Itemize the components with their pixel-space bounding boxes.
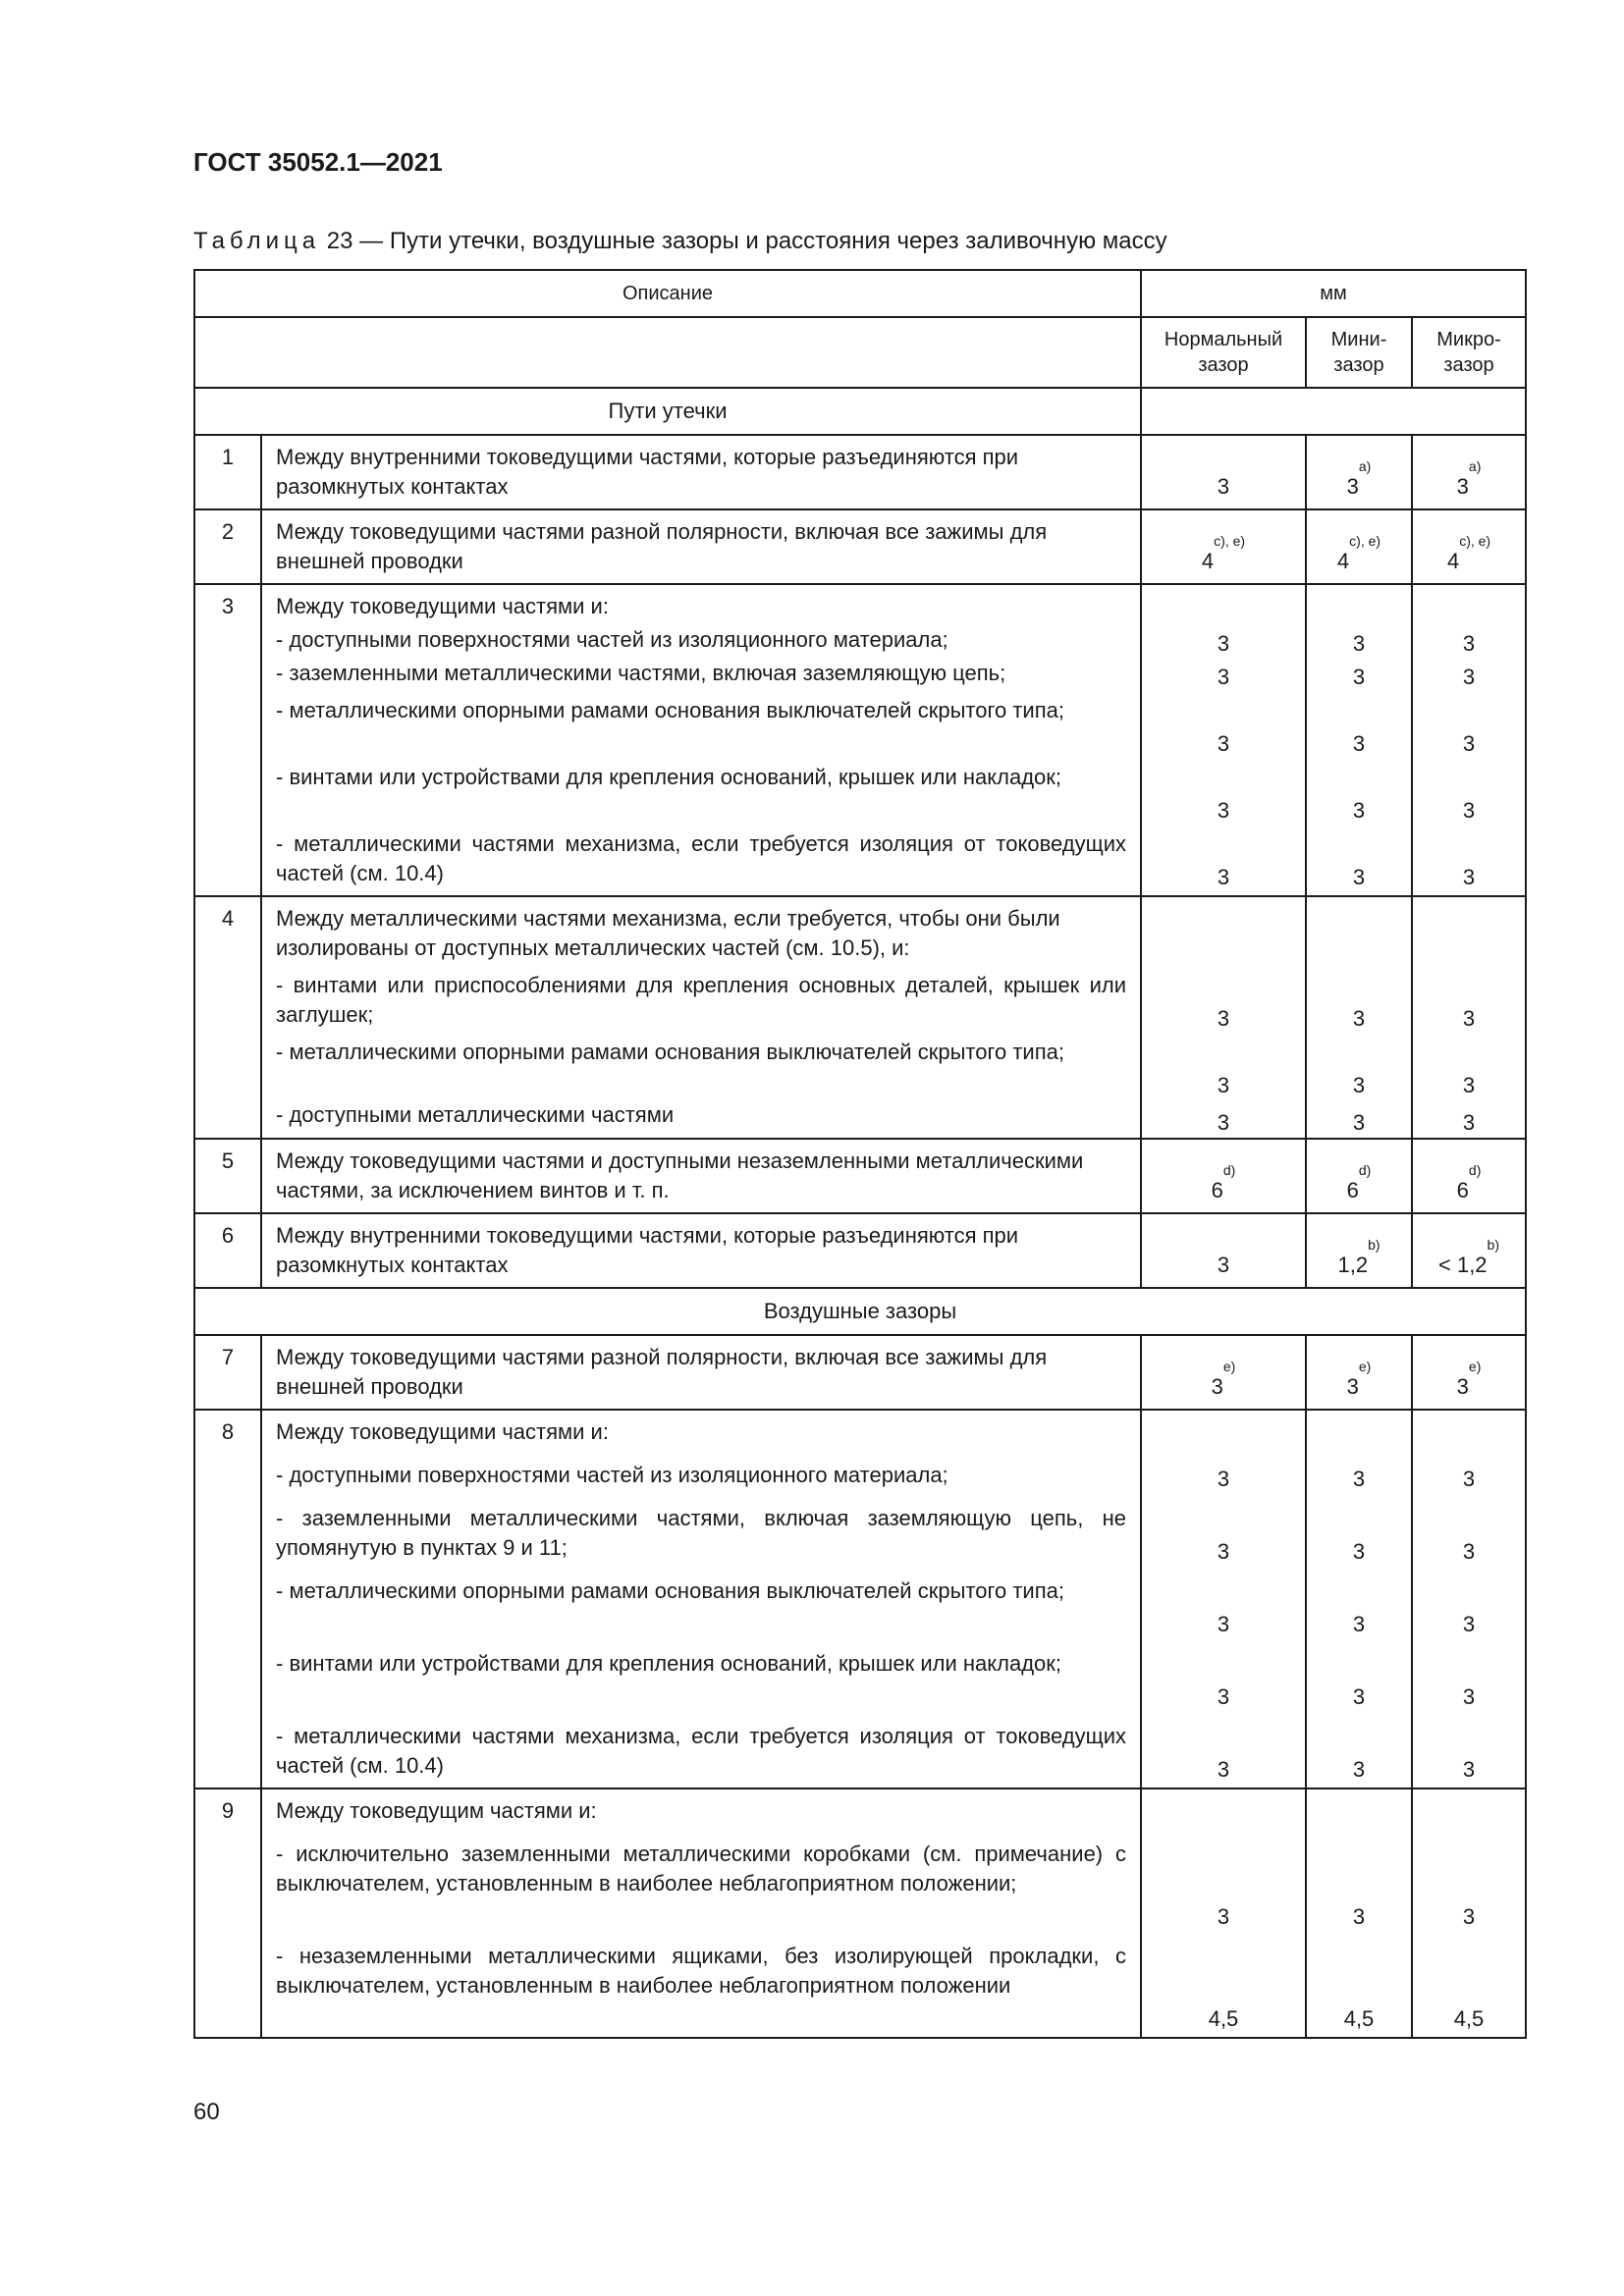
row-number: 1 xyxy=(194,435,261,509)
value-mini: 1,2$^{b)}$ xyxy=(1306,1213,1412,1288)
value-normal: 3 xyxy=(1217,1904,1230,1929)
value-normal: 6$^{d)}$ xyxy=(1141,1139,1306,1213)
value-normal: 3 xyxy=(1217,731,1230,756)
value-mini: 3 xyxy=(1352,1757,1366,1782)
value-micro-group xyxy=(1412,1789,1526,2038)
header-normal-gap: Нормальный зазор xyxy=(1141,317,1306,388)
row-number: 8 xyxy=(194,1410,261,1789)
value-mini: 3$^{a)}$ xyxy=(1306,435,1412,509)
value-micro-group xyxy=(1412,896,1526,1139)
value-micro: 3 xyxy=(1462,1110,1476,1135)
value-normal: 3 xyxy=(1217,1110,1230,1135)
value-normal: 3 xyxy=(1217,1684,1230,1709)
value-normal: 3 xyxy=(1217,631,1230,656)
list-item: - металлическими опорными рамами основания выключателей скрытого типа; xyxy=(276,698,1064,722)
list-item: - винтами или устройствами для крепления оснований, крышек или накладок; xyxy=(276,1651,1062,1676)
row-description: Между токоведущими частями и доступными незаземленными металлическими частями, за исключением винтов и т. п. xyxy=(261,1139,1141,1213)
value-normal-group xyxy=(1141,1789,1306,2038)
value-normal-group xyxy=(1141,896,1306,1139)
value-normal: $4^{c), e)}$ xyxy=(1141,509,1306,584)
table-row-group xyxy=(194,896,1526,1139)
value-micro: 3$^{a)}$ xyxy=(1412,435,1526,509)
value-normal-group xyxy=(1141,584,1306,896)
value-micro: 3 xyxy=(1462,865,1476,889)
value-micro-group xyxy=(1412,584,1526,896)
value-micro: 3 xyxy=(1462,1612,1476,1636)
list-item: - винтами или устройствами для крепления оснований, крышек или накладок; xyxy=(276,765,1062,789)
value-mini: 3 xyxy=(1352,1539,1366,1564)
value-mini: 3 xyxy=(1352,1904,1366,1929)
value-normal: 3 xyxy=(1217,1006,1230,1031)
caption-text: 23 — Пути утечки, воздушные зазоры и расстояния через заливочную массу xyxy=(326,228,1167,254)
row-number: 6 xyxy=(194,1213,261,1288)
value-micro: 3 xyxy=(1462,1073,1476,1097)
value-normal: 3 xyxy=(1141,435,1306,509)
value-micro: $4^{c), e)}$ xyxy=(1412,509,1526,584)
value-mini: 3 xyxy=(1352,1006,1366,1031)
table-caption xyxy=(193,228,1167,255)
list-item: - металлическими опорными рамами основания выключателей скрытого типа; xyxy=(276,1040,1064,1064)
row-number: 2 xyxy=(194,509,261,584)
row-description: Между токоведущими частями разной полярности, включая все зажимы для внешней проводки xyxy=(261,1335,1141,1410)
list-item: - доступными поверхностями частей из изоляционного материала; xyxy=(276,627,948,652)
value-mini: 3 xyxy=(1352,1684,1366,1709)
list-item: - металлическими частями механизма, если требуется изоляция от токоведущих частей (см. 10.4) xyxy=(276,1724,1126,1778)
table-row xyxy=(194,1213,1526,1288)
value-mini-group xyxy=(1306,1789,1412,2038)
value-normal-group xyxy=(1141,1410,1306,1789)
group-heading: Между токоведущими частями и: xyxy=(276,594,609,618)
value-micro: 3 xyxy=(1462,1006,1476,1031)
row-description: Между внутренними токоведущими частями, которые разъединяются при разомкнутых контактах xyxy=(261,1213,1141,1288)
value-micro: 3 xyxy=(1462,1904,1476,1929)
list-item: - незаземленными металлическими ящиками, без изолирующей прокладки, с выключателем, установленным в наиболее неблагоприятном положении xyxy=(276,1944,1126,1998)
value-normal: 3$^{e)}$ xyxy=(1141,1335,1306,1410)
list-item: - заземленными металлическими частями, включая заземляющую цепь; xyxy=(276,661,1006,685)
page-number: 60 xyxy=(193,2099,220,2125)
value-mini: 3 xyxy=(1352,631,1366,656)
table-row xyxy=(194,509,1526,584)
value-mini-group xyxy=(1306,1410,1412,1789)
value-normal: 3 xyxy=(1217,1757,1230,1782)
table-row xyxy=(194,435,1526,509)
value-mini: 3 xyxy=(1352,1612,1366,1636)
value-mini-group xyxy=(1306,896,1412,1139)
list-item: - металлическими частями механизма, если требуется изоляция от токоведущих частей (см. 10.4) xyxy=(276,831,1126,885)
row-description xyxy=(261,584,1141,896)
table-row-group xyxy=(194,1789,1526,2038)
list-item: - доступными поверхностями частей из изоляционного материала; xyxy=(276,1463,948,1487)
value-normal: 3 xyxy=(1217,1612,1230,1636)
value-micro: 3 xyxy=(1462,798,1476,823)
value-normal: 3 xyxy=(1141,1213,1306,1288)
list-item: - исключительно заземленными металлическими коробками (см. примечание) с выключателем, установленным в наиболее неблагоприятном положении; xyxy=(276,1842,1126,1896)
value-micro: 3 xyxy=(1462,1757,1476,1782)
value-mini: 3 xyxy=(1352,731,1366,756)
value-micro: 3 xyxy=(1462,731,1476,756)
value-normal: 3 xyxy=(1217,665,1230,689)
group-heading: Между металлическими частями механизма, если требуется, чтобы они были изолированы от доступных металлических частей (см. 10.5), и: xyxy=(276,906,1060,960)
section-creepage-blank xyxy=(1141,388,1526,435)
value-micro: 3 xyxy=(1462,631,1476,656)
header-mini-gap: Мини- зазор xyxy=(1306,317,1412,388)
value-normal: 3 xyxy=(1217,1467,1230,1491)
section-clearance: Воздушные зазоры xyxy=(194,1288,1526,1335)
row-number: 4 xyxy=(194,896,261,1139)
value-mini: 4,5 xyxy=(1343,2006,1375,2031)
value-micro: 3 xyxy=(1462,1467,1476,1491)
value-mini: 3 xyxy=(1352,865,1366,889)
value-normal: 4,5 xyxy=(1208,2006,1239,2031)
value-mini: 3 xyxy=(1352,1110,1366,1135)
value-mini-group xyxy=(1306,584,1412,896)
list-item: - заземленными металлическими частями, включая заземляющую цепь, не упомянутую в пунктах 9 и 11; xyxy=(276,1506,1126,1560)
value-micro: 3 xyxy=(1462,665,1476,689)
value-micro: 3 xyxy=(1462,1684,1476,1709)
row-description xyxy=(261,1410,1141,1789)
row-number: 5 xyxy=(194,1139,261,1213)
list-item: - винтами или приспособлениями для крепления основных деталей, крышек или заглушек; xyxy=(276,973,1126,1027)
row-number: 3 xyxy=(194,584,261,896)
value-normal: 3 xyxy=(1217,798,1230,823)
value-normal: 3 xyxy=(1217,865,1230,889)
list-item: - металлическими опорными рамами основания выключателей скрытого типа; xyxy=(276,1578,1064,1603)
value-mini: $4^{c), e)}$ xyxy=(1306,509,1412,584)
row-description xyxy=(261,896,1141,1139)
value-normal: 3 xyxy=(1217,1539,1230,1564)
row-description xyxy=(261,1789,1141,2038)
table-row-group xyxy=(194,584,1526,896)
value-micro: 3 xyxy=(1462,1539,1476,1564)
table-row-group xyxy=(194,1410,1526,1789)
value-mini: 3 xyxy=(1352,665,1366,689)
value-mini: 3 xyxy=(1352,798,1366,823)
value-normal: 3 xyxy=(1217,1073,1230,1097)
value-micro: < $1,2^{b)}$ xyxy=(1412,1213,1526,1288)
creepage-clearance-table xyxy=(193,269,1527,2039)
table-row xyxy=(194,1139,1526,1213)
group-heading: Между токоведущими частями и: xyxy=(276,1419,609,1444)
value-micro-group xyxy=(1412,1410,1526,1789)
row-description: Между токоведущими частями разной полярности, включая все зажимы для внешней проводки xyxy=(261,509,1141,584)
section-creepage: Пути утечки xyxy=(194,388,1141,435)
caption-label: Таблица xyxy=(193,228,321,254)
group-heading: Между токоведущим частями и: xyxy=(276,1798,597,1823)
header-empty-cell xyxy=(194,317,1141,388)
value-mini: 3 xyxy=(1352,1467,1366,1491)
value-micro: 4,5 xyxy=(1453,2006,1485,2031)
header-micro-gap: Микро- зазор xyxy=(1412,317,1526,388)
value-micro: 3$^{e)}$ xyxy=(1412,1335,1526,1410)
header-description: Описание xyxy=(194,270,1141,317)
row-description: Между внутренними токоведущими частями, которые разъединяются при разомкнутых контактах xyxy=(261,435,1141,509)
row-number: 7 xyxy=(194,1335,261,1410)
value-mini: 3 xyxy=(1352,1073,1366,1097)
header-unit: мм xyxy=(1141,270,1526,317)
document-standard-header: ГОСТ 35052.1—2021 xyxy=(193,147,443,177)
value-mini: 6$^{d)}$ xyxy=(1306,1139,1412,1213)
row-number: 9 xyxy=(194,1789,261,2038)
value-micro: 6$^{d)}$ xyxy=(1412,1139,1526,1213)
value-mini: 3$^{e)}$ xyxy=(1306,1335,1412,1410)
list-item: - доступными металлическими частями xyxy=(276,1102,675,1127)
table-row xyxy=(194,1335,1526,1410)
